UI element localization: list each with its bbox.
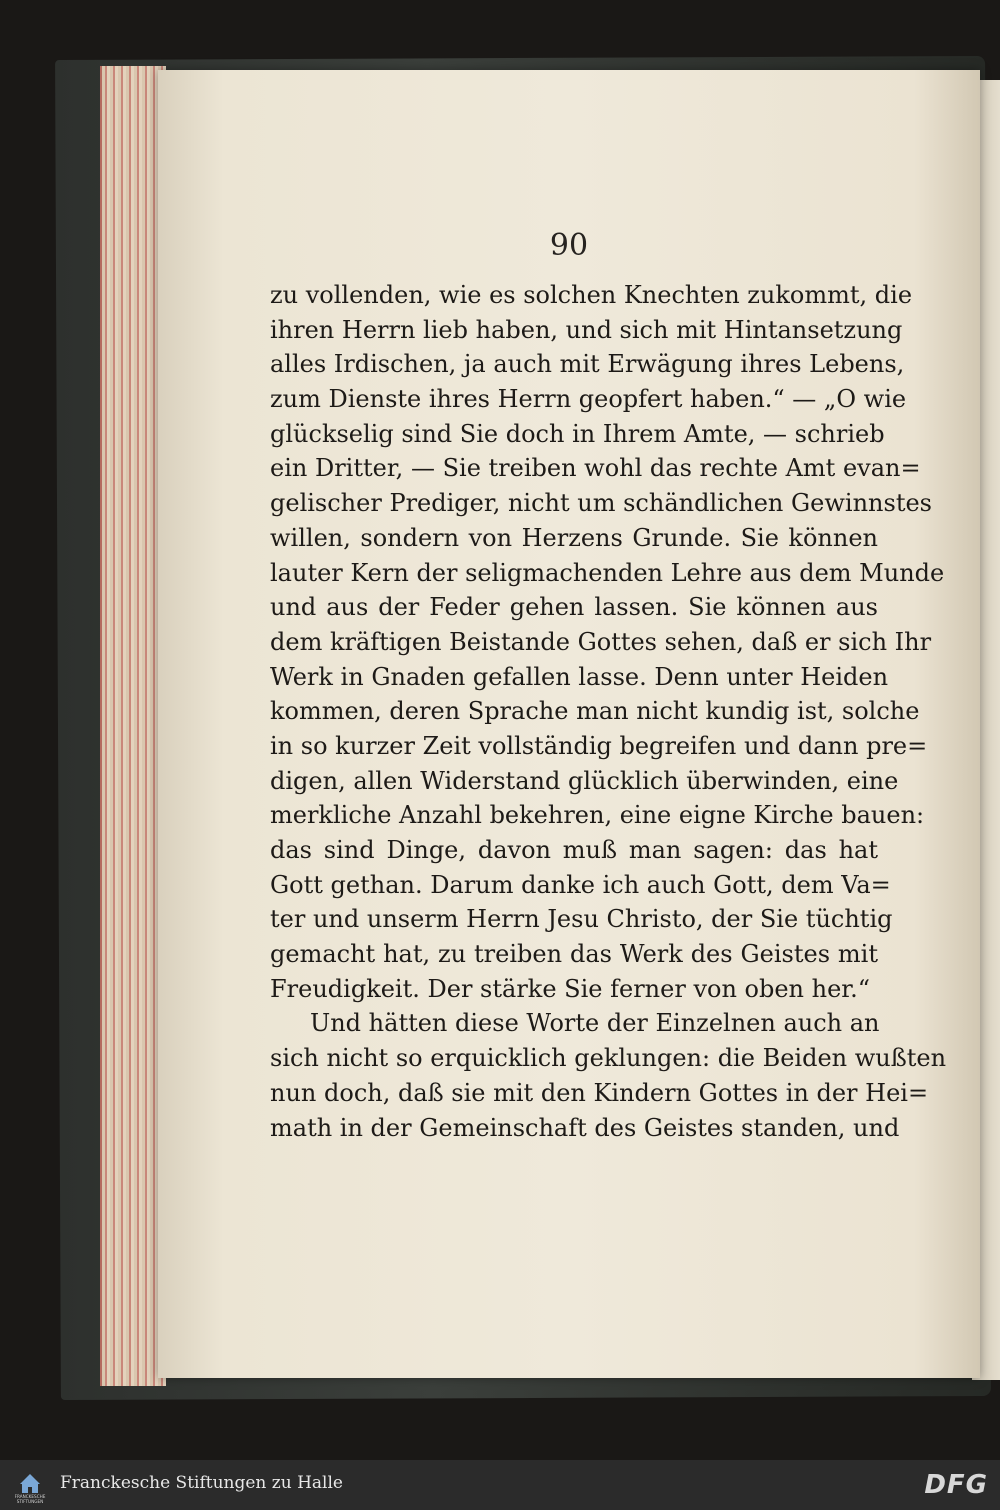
text-line: gemacht hat, zu treiben das Werk des Geistes mit xyxy=(270,940,878,969)
text-line: Und hätten diese Worte der Einzelnen auch an xyxy=(310,1009,880,1038)
text-line: ein Dritter, — Sie treiben wohl das rechte Amt evan= xyxy=(270,454,921,483)
text-line: willen, sondern von Herzens Grunde. Sie können xyxy=(270,523,878,552)
viewer-footer xyxy=(0,1460,1000,1510)
text-line: glückselig sind Sie doch in Ihrem Amte, — schrieb xyxy=(270,419,885,448)
text-line: kommen, deren Sprache man nicht kundig ist, solche xyxy=(270,697,920,726)
text-line: nun doch, daß sie mit den Kindern Gottes in der Hei= xyxy=(270,1078,929,1107)
text-line: gelischer Prediger, nicht um schändlichen Gewinnstes xyxy=(270,489,932,518)
text-line: math in der Gemeinschaft des Geistes standen, und xyxy=(270,1113,900,1142)
book-page xyxy=(158,70,980,1378)
logo-caption-2: STIFTUNGEN xyxy=(16,1499,44,1504)
text-line: dem kräftigen Beistande Gottes sehen, daß er sich Ihr xyxy=(270,627,932,656)
text-line: Werk in Gnaden gefallen lasse. Denn unter Heiden xyxy=(270,662,889,691)
page-number: 90 xyxy=(549,228,589,263)
institution-name[interactable]: Franckesche Stiftungen zu Halle xyxy=(60,1473,343,1493)
text-line: alles Irdischen, ja auch mit Erwägung ihres Lebens, xyxy=(270,350,905,379)
text-line: das sind Dinge, davon muß man sagen: das hat xyxy=(270,836,878,864)
page-text xyxy=(270,278,947,1145)
text-line: lauter Kern der seligmachenden Lehre aus dem Munde xyxy=(270,558,945,587)
text-line: Freudigkeit. Der stärke Sie ferner von oben her.“ xyxy=(270,974,871,1003)
page-edges xyxy=(100,66,166,1386)
text-line: ihren Herrn lieb haben, und sich mit Hintansetzung xyxy=(270,315,903,344)
text-line: sich nicht so erquicklich geklungen: die Beiden wußten xyxy=(270,1044,947,1073)
franckesche-stiftungen-logo-icon xyxy=(8,1466,52,1504)
text-line: merkliche Anzahl bekehren, eine eigne Kirche bauen: xyxy=(270,801,925,830)
text-line: Gott gethan. Darum danke ich auch Gott, dem Va= xyxy=(270,870,891,899)
logo-caption-1: FRANCKESCHE xyxy=(14,1494,46,1499)
text-line: in so kurzer Zeit vollständig begreifen und dann pre= xyxy=(270,731,928,760)
text-line: ter und unserm Herrn Jesu Christo, der Sie tüchtig xyxy=(270,905,893,934)
text-line: digen, allen Widerstand glücklich überwinden, eine xyxy=(270,766,899,795)
text-line: und aus der Feder gehen lassen. Sie können aus xyxy=(270,593,878,622)
text-line: zu vollenden, wie es solchen Knechten zukommt, die xyxy=(270,281,913,309)
text-line: zum Dienste ihres Herrn geopfert haben.“ — „O wie xyxy=(270,385,907,414)
dfg-logo[interactable]: DFG xyxy=(924,1470,988,1500)
